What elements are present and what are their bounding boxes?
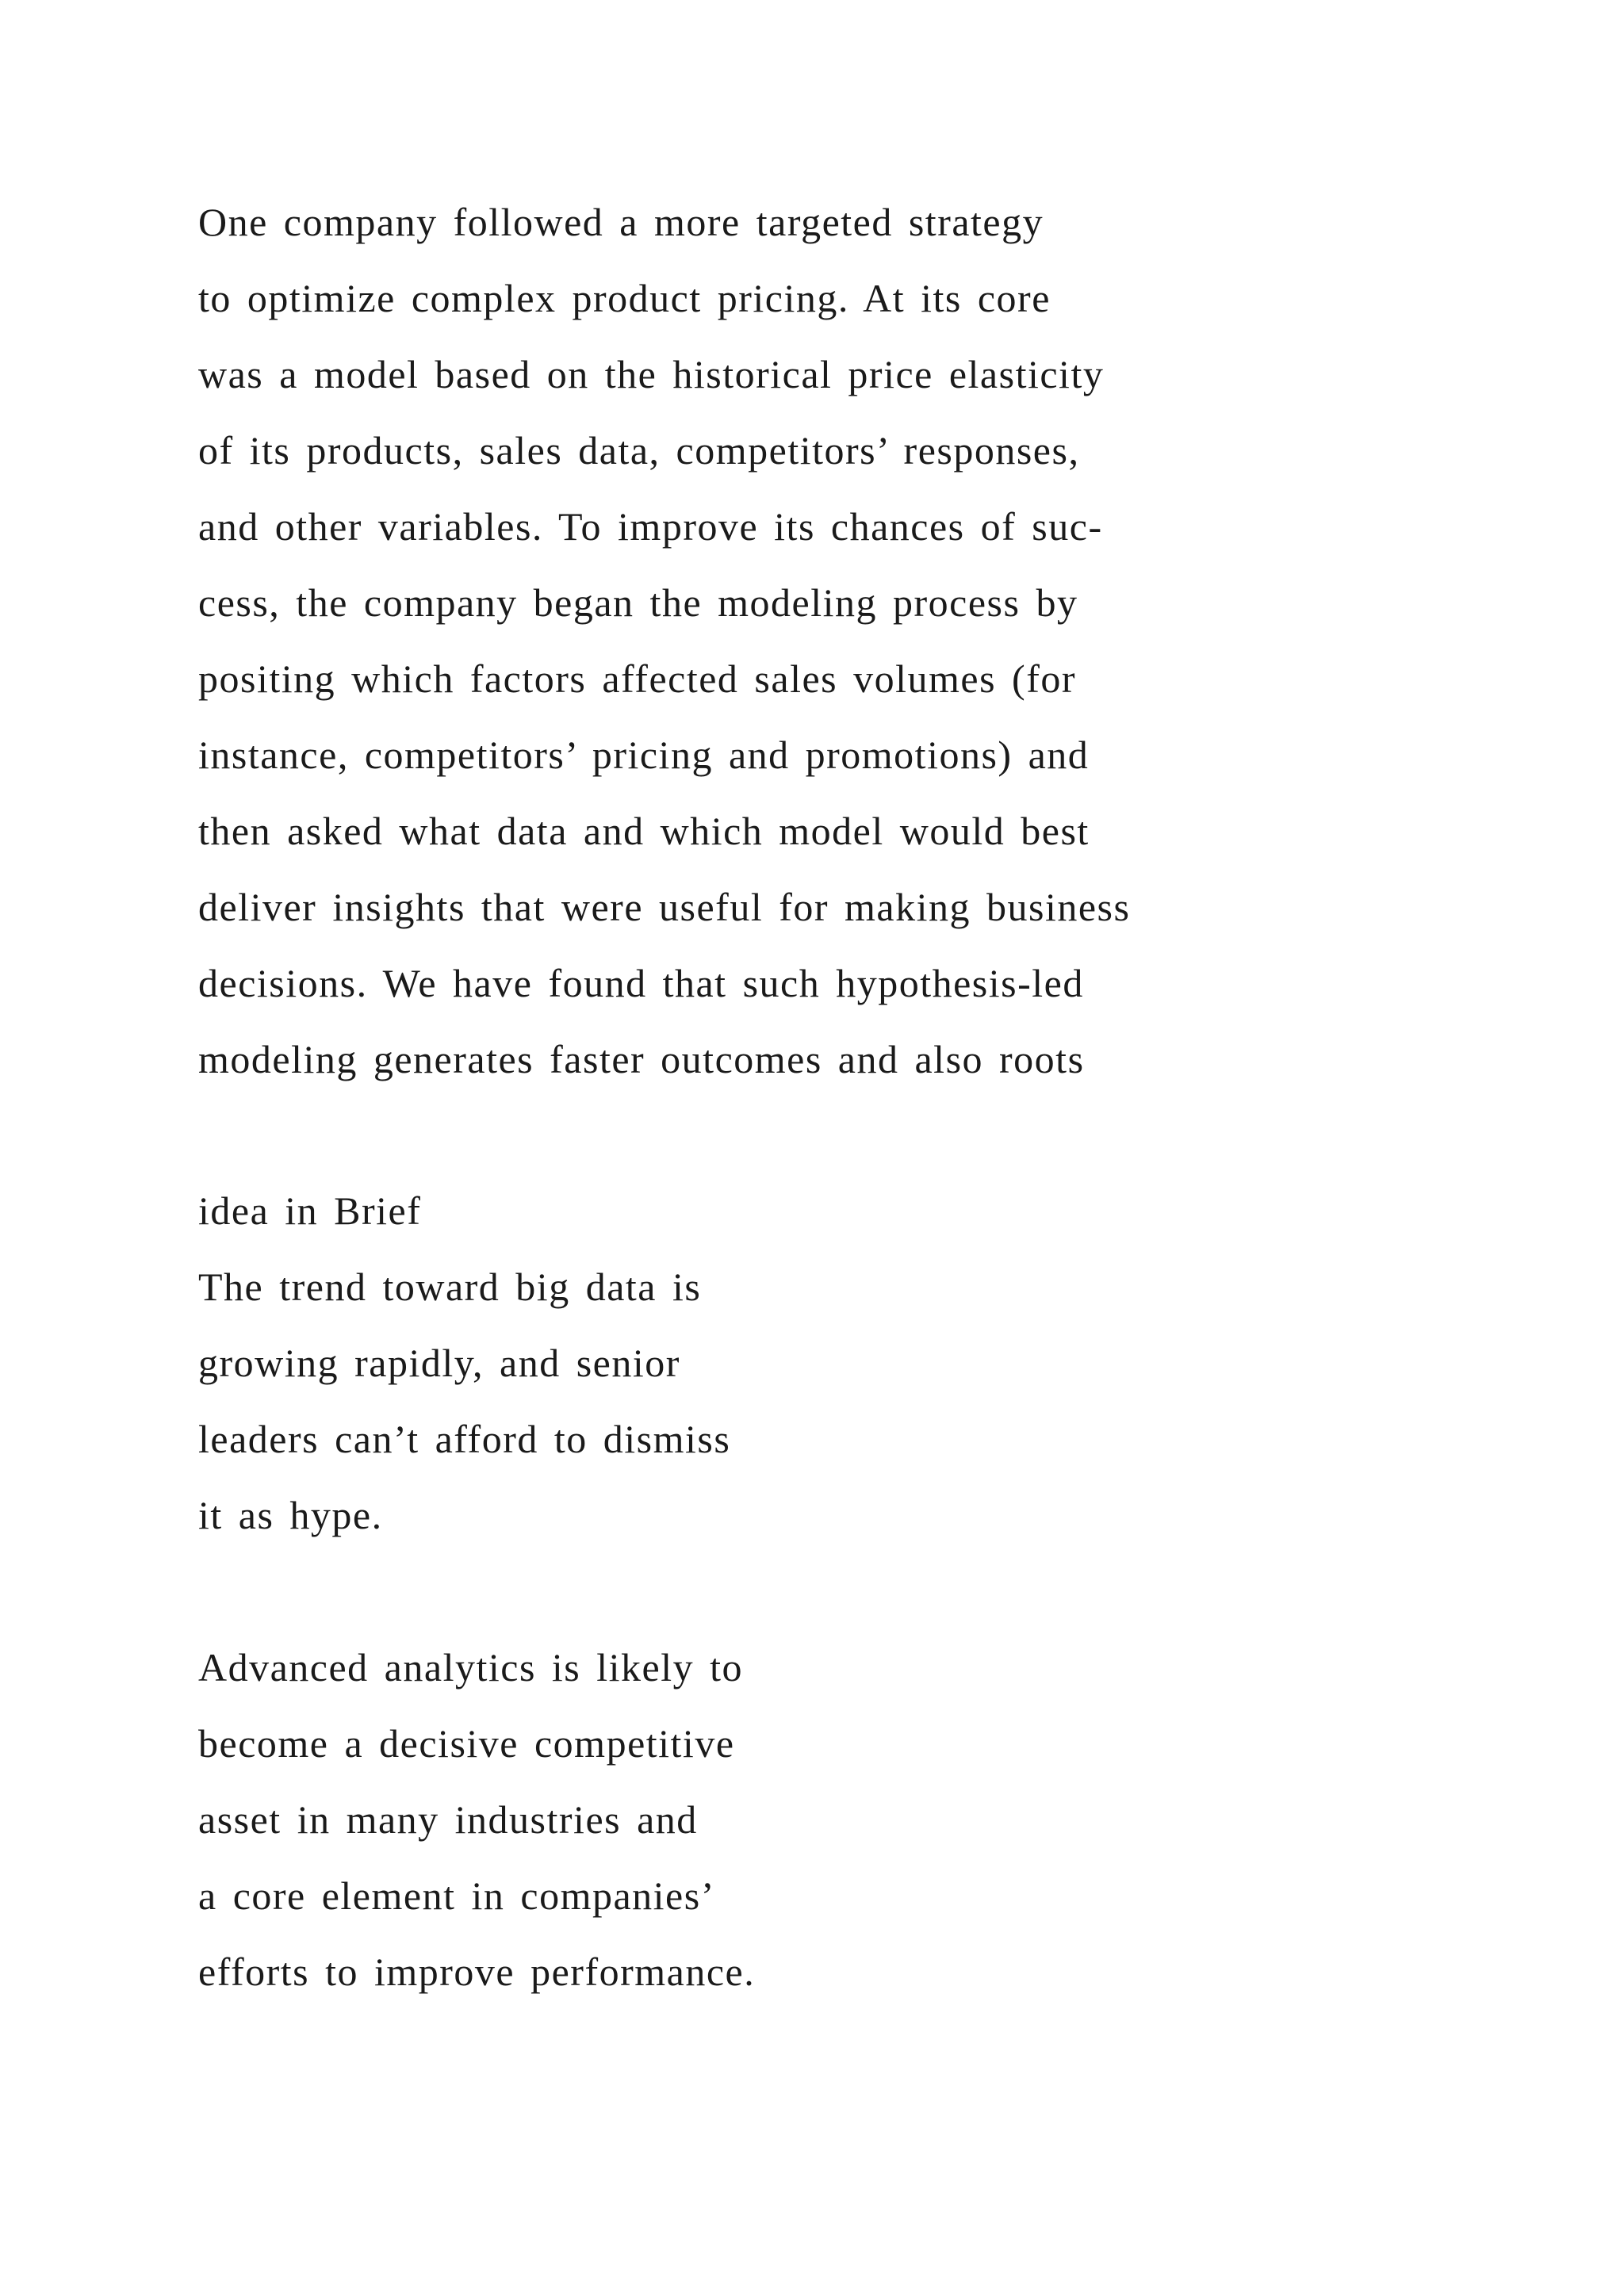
- body-paragraph: [198, 184, 1130, 1097]
- brief-p2-line-2: become a decisive competitive: [198, 1721, 735, 1766]
- brief-p2-line-1: Advanced analytics is likely to: [198, 1645, 744, 1689]
- idea-in-brief-paragraph-2: [198, 1629, 755, 2010]
- body-line-11: decisions. We have found that such hypothesis-led: [198, 961, 1084, 1005]
- body-line-7: positing which factors affected sales volumes (for: [198, 656, 1076, 701]
- body-line-1: One company followed a more targeted strategy: [198, 200, 1044, 244]
- body-line-10: deliver insights that were useful for making business: [198, 885, 1131, 929]
- brief-p1-line-2: growing rapidly, and senior: [198, 1341, 680, 1385]
- brief-p2-line-3: asset in many industries and: [198, 1797, 698, 1842]
- brief-p1-line-4: it as hype.: [198, 1493, 383, 1537]
- idea-in-brief-heading: idea in Brief: [198, 1188, 422, 1233]
- brief-p2-line-5: efforts to improve performance.: [198, 1950, 756, 1994]
- body-line-4: of its products, sales data, competitors’ responses,: [198, 428, 1080, 473]
- body-line-12: modeling generates faster outcomes and also roots: [198, 1037, 1085, 1081]
- idea-in-brief-heading-block: [198, 1173, 421, 1249]
- body-line-6: cess, the company began the modeling process by: [198, 580, 1078, 625]
- body-line-8: instance, competitors’ pricing and promotions) and: [198, 733, 1090, 777]
- body-line-5: and other variables. To improve its chances of suc-: [198, 504, 1103, 549]
- brief-p2-line-4: a core element in companies’: [198, 1873, 715, 1918]
- body-line-9: then asked what data and which model would best: [198, 809, 1090, 853]
- brief-p1-line-1: The trend toward big data is: [198, 1265, 702, 1309]
- body-line-2: to optimize complex product pricing. At its core: [198, 276, 1051, 320]
- idea-in-brief-paragraph-1: [198, 1249, 730, 1553]
- body-line-3: was a model based on the historical price elasticity: [198, 352, 1105, 396]
- brief-p1-line-3: leaders can’t afford to dismiss: [198, 1417, 731, 1461]
